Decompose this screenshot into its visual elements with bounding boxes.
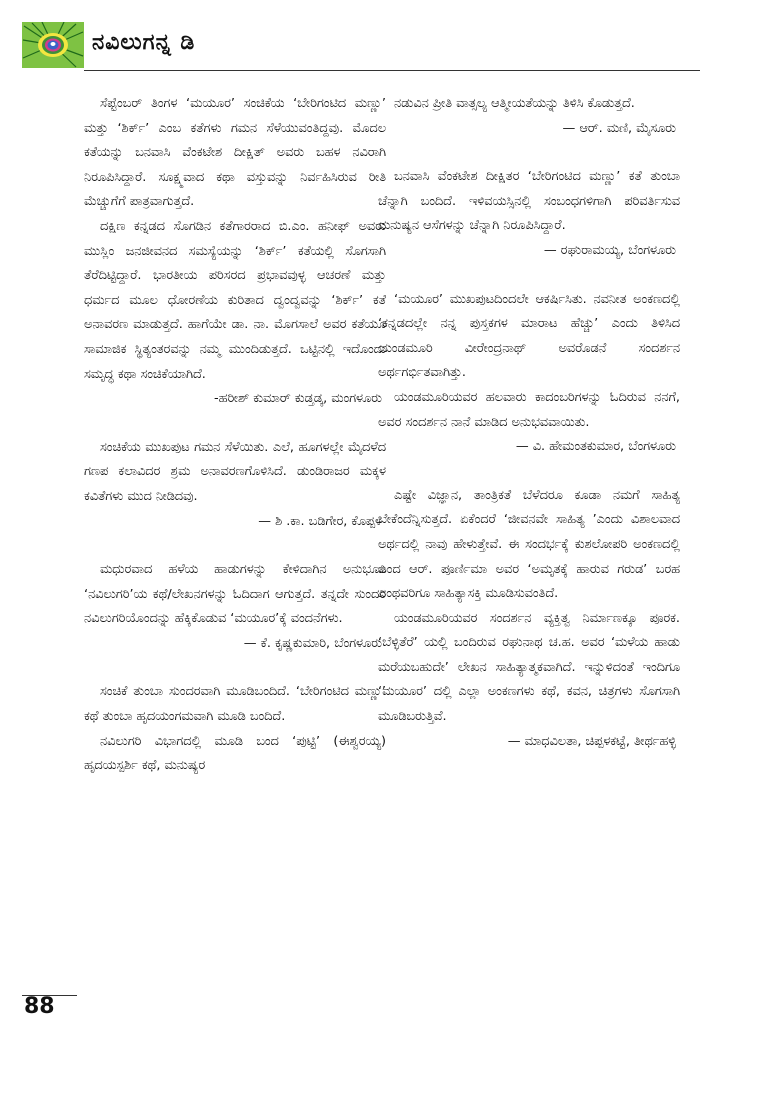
letter-paragraph: ‘ಮಯೂರ’ ಮುಖಪುಟದಿಂದಲೇ ಆಕರ್ಷಿಸಿತು. ನವನೀತ ಅಂಕಣದಲ್ಲಿ ‘ಕನ್ನಡದಲ್ಲೇ ನನ್ನ ಪುಸ್ತಕಗಳ ಮಾರಾಟ ಹೆಚ್ಚು’ ಎಂದು ತಿಳಿಸಿದ ಯಂಡಮೂರಿ ವೀರೇಂದ್ರನಾಥ್ ಅವರೊಡನೆ ಸಂದರ್ಶನ ಅರ್ಥಗರ್ಭಿತವಾಗಿತ್ತು. xyxy=(378,291,680,381)
page-header xyxy=(22,22,700,74)
letter-paragraph: ಸೆಪ್ಟೆಂಬರ್ ತಿಂಗಳ ‘ಮಯೂರ’ ಸಂಚಿಕೆಯ ‘ಬೇರಿಗಂಟಿದ ಮಣ್ಣು’ ಮತ್ತು ‘ಶಿರ್ಕ್’ ಎಂಬ ಕತೆಗಳು ಗಮನ ಸೆಳೆಯುವಂತಿದ್ದವು. ಮೊದಲ ಕತೆಯನ್ನು ಬನವಾಸಿ ವೆಂಕಟೇಶ ದೀಕ್ಷಿತ್ ಅವರು ಬಹಳ ನವಿರಾಗಿ ನಿರೂಪಿಸಿದ್ದಾರೆ. ಸೂಕ್ಷ್ಮವಾದ ಕಥಾ ವಸ್ತುವನ್ನು ನಿರ್ವಹಿಸಿರುವ ರೀತಿ ಮೆಚ್ಚುಗೆಗೆ ಪಾತ್ರವಾಗುತ್ತದೆ. xyxy=(84,96,386,210)
letter-paragraph: ಯಂಡಮೂರಿಯವರ ಹಲವಾರು ಕಾದಂಬರಿಗಳನ್ನು ಓದಿರುವ ನನಗೆ, ಅವರ ಸಂದರ್ಶನ ನಾನೆ ಮಾಡಿದ ಅನುಭವವಾಯಿತು. xyxy=(378,389,680,430)
letter-block xyxy=(378,92,680,141)
section-title: ನವಿಲುಗನ್ನ ಡಿ xyxy=(92,30,196,55)
letter-signature: — ಶಿ .ಕಾ. ಬಡಿಗೇರ, ಕೊಪ್ಪಳ xyxy=(258,513,382,529)
letter-paragraph: ದಕ್ಷಿಣ ಕನ್ನಡದ ಸೊಗಡಿನ ಕತೆಗಾರರಾದ ಬಿ.ಎಂ. ಹನೀಫ್ ಅವರು ಮುಸ್ಲಿಂ ಜನಜೀವನದ ಸಮಸ್ಯೆಯನ್ನು ‘ಶಿರ್ಕ್’ ಕತೆಯಲ್ಲಿ ಸೊಗಸಾಗಿ ತೆರೆದಿಟ್ಟಿದ್ದಾರೆ. ಭಾರತೀಯ ಪರಿಸರದ ಪ್ರಭಾವವುಳ್ಳ ಆಚರಣೆ ಮತ್ತು ಧರ್ಮದ ಮೂಲ ಧೋರಣೆಯ ಕುರಿತಾದ ದ್ವಂದ್ವವನ್ನು ‘ಶಿರ್ಕ್’ ಕತೆ ಅನಾವರಣ ಮಾಡುತ್ತದೆ. ಹಾಗೆಯೇ ಡಾ. ನಾ. ಮೊಗಸಾಲೆ ಅವರ ಕತೆಯೂ ಸಾಮಾಜಿಕ ಸ್ಥಿತ್ಯಂತರವನ್ನು ನಮ್ಮ ಮುಂದಿಡುತ್ತದೆ. ಒಟ್ಟಿನಲ್ಲಿ ಇದೊಂದು ಸಮೃದ್ಧ ಕಥಾ ಸಂಚಿಕೆಯಾಗಿದೆ. xyxy=(84,218,386,382)
peacock-feather-logo-icon xyxy=(22,22,84,68)
letter-paragraph: ಸಂಚಿಕೆಯ ಮುಖಪುಟ ಗಮನ ಸೆಳೆಯಿತು. ಎಲೆ, ಹೂಗಳಲ್ಲೇ ಮೈದಳೆದ ಗಣಪ ಕಲಾವಿದರ ಶ್ರಮ ಅನಾವರಣಗೊಳಿಸಿದೆ. ಡುಂಡಿರಾಜರ ಮಕ್ಕಳ ಕವಿತೆಗಳು ಮುದ ನೀಡಿದವು. xyxy=(84,439,386,504)
letter-paragraph: ಯಂಡಮೂರಿಯವರ ಸಂದರ್ಶನ ವ್ಯಕ್ತಿತ್ವ ನಿರ್ಮಾಣಕ್ಕೂ ಪೂರಕ. ‘ಬೆಳ್ಳಿತೆರೆ’ ಯಲ್ಲಿ ಬಂದಿರುವ ರಘುನಾಥ ಚ.ಹ. ಅವರ ‘ಮಳೆಯ ಹಾಡು ಮರೆಯಬಹುದೇ’ ಲೇಖನ ಸಾಹಿತ್ಯಾತ್ಮಕವಾಗಿದೆ. ಇನ್ನುಳಿದಂತೆ ಇಂದಿಗೂ ‘ಮಯೂರ’ ದಲ್ಲಿ ಎಲ್ಲಾ ಅಂಕಣಗಳು ಕಥೆ, ಕವನ, ಚಿತ್ರಗಳು ಸೊಗಸಾಗಿ ಮೂಡಿಬರುತ್ತಿವೆ. xyxy=(378,610,680,725)
letter-paragraph: ನವಿಲುಗರಿ ವಿಭಾಗದಲ್ಲಿ ಮೂಡಿ ಬಂದ ‘ಪುಟ್ಟಿ’ (ಈಶ್ವರಯ್ಯ) ಹೃದಯಸ್ಪರ್ಶಿ ಕಥೆ, ಮನುಷ್ಯರ xyxy=(84,733,386,774)
letter-paragraph: ಸಂಚಿಕೆ ತುಂಬಾ ಸುಂದರವಾಗಿ ಮೂಡಿಬಂದಿದೆ. ‘ಬೇರಿಗಂಟಿದ ಮಣ್ಣು’ ಕಥೆ ತುಂಬಾ ಹೃದಯಂಗಮವಾಗಿ ಮೂಡಿ ಬಂದಿದೆ. xyxy=(84,684,386,725)
page-number: 88 xyxy=(24,994,55,1019)
right-column xyxy=(378,92,680,778)
letter-paragraph: ನಡುವಿನ ಪ್ರೀತಿ ವಾತ್ಸಲ್ಯ ಆತ್ಮೀಯತೆಯನ್ನು ತಿಳಿಸಿ ಕೊಡುತ್ತದೆ. xyxy=(394,96,635,111)
left-column xyxy=(84,92,386,803)
letter-paragraph: ಎಷ್ಟೇ ವಿಜ್ಞಾನ, ತಾಂತ್ರಿಕತೆ ಬೆಳೆದರೂ ಕೂಡಾ ನಮಗೆ ಸಾಹಿತ್ಯ ಬೇಕೆಂದೆನ್ನಿಸುತ್ತದೆ. ಏಕೆಂದರೆ ‘ಜೀವನವೇ ಸಾಹಿತ್ಯ ’ಎಂದು ವಿಶಾಲವಾದ ಅರ್ಥದಲ್ಲಿ ನಾವು ಹೇಳುತ್ತೇವೆ. ಈ ಸಂದರ್ಭಕ್ಕೆ ಕುಶಲೋಪರಿ ಅಂಕಣದಲ್ಲಿ ಬಂದ ಆರ್. ಪೂರ್ಣಿಮಾ ಅವರ ‘ಅಮೃತಕ್ಕೆ ಹಾರುವ ಗರುಡ’ ಬರಹ ಎಂಥವರಿಗೂ ಸಾಹಿತ್ಯಾಸಕ್ತಿ ಮೂಡಿಸುವಂತಿದೆ. xyxy=(378,487,680,602)
letter-block xyxy=(84,436,386,534)
letter-signature: — ರಘುರಾಮಯ್ಯ, ಬೆಂಗಳೂರು xyxy=(543,242,676,258)
letter-block xyxy=(378,165,680,263)
letter-signature: -ಹರೀಶ್ ಕುಮಾರ್ ಕುಡ್ತಡ್ಕ, ಮಂಗಳೂರು xyxy=(214,391,382,407)
letter-paragraph: ಬನವಾಸಿ ವೆಂಕಟೇಶ ದೀಕ್ಷಿತರ ‘ಬೇರಿಗಂಟಿದ ಮಣ್ಣು’ ಕತೆ ತುಂಬಾ ಚೆನ್ನಾಗಿ ಬಂದಿದೆ. ಇಳಿವಯಸ್ಸಿನಲ್ಲಿ ಸಂಬಂಧಗಳಿಗಾಗಿ ಪರಿವರ್ತಿಸುವ ಮನುಷ್ಯನ ಆಸೆಗಳನ್ನು ಚೆನ್ನಾಗಿ ನಿರೂಪಿಸಿದ್ದಾರೆ. xyxy=(378,169,680,234)
letter-block xyxy=(84,680,386,778)
letter-block xyxy=(378,484,680,755)
letter-signature: — ಆರ್. ಮಣಿ, ಮೈಸೂರು xyxy=(562,120,676,136)
letter-block xyxy=(378,288,680,460)
letter-block xyxy=(84,558,386,656)
letter-signature: — ವಿ. ಹೇಮಂತಕುಮಾರ, ಬೆಂಗಳೂರು xyxy=(515,439,676,455)
letter-signature: — ಮಾಧವಿಲತಾ, ಚಿಪ್ಪಳಕಟ್ಟೆ, ತೀರ್ಥಹಳ್ಳಿ xyxy=(507,733,676,749)
letter-block xyxy=(84,92,386,412)
letter-signature: — ಕೆ. ಕೃಷ್ಣಕುಮಾರಿ, ಬೆಂಗಳೂರು xyxy=(243,635,382,651)
header-divider xyxy=(84,70,700,71)
letter-paragraph: ಮಧುರವಾದ ಹಳೆಯ ಹಾಡುಗಳನ್ನು ಕೇಳಿದಾಗಿನ ಅನುಭೂತಿ ‘ನವಿಲುಗರಿ’ಯ ಕಥೆ/ಲೇಖನಗಳನ್ನು ಓದಿದಾಗ ಆಗುತ್ತದೆ. ತನ್ನದೇ ಸುಂದರ ನವಿಲುಗರಿಯೊಂದನ್ನು ಹೆಕ್ಕಿಕೊಡುವ ‘ಮಯೂರ’ಕ್ಕೆ ವಂದನೆಗಳು. xyxy=(84,562,386,627)
